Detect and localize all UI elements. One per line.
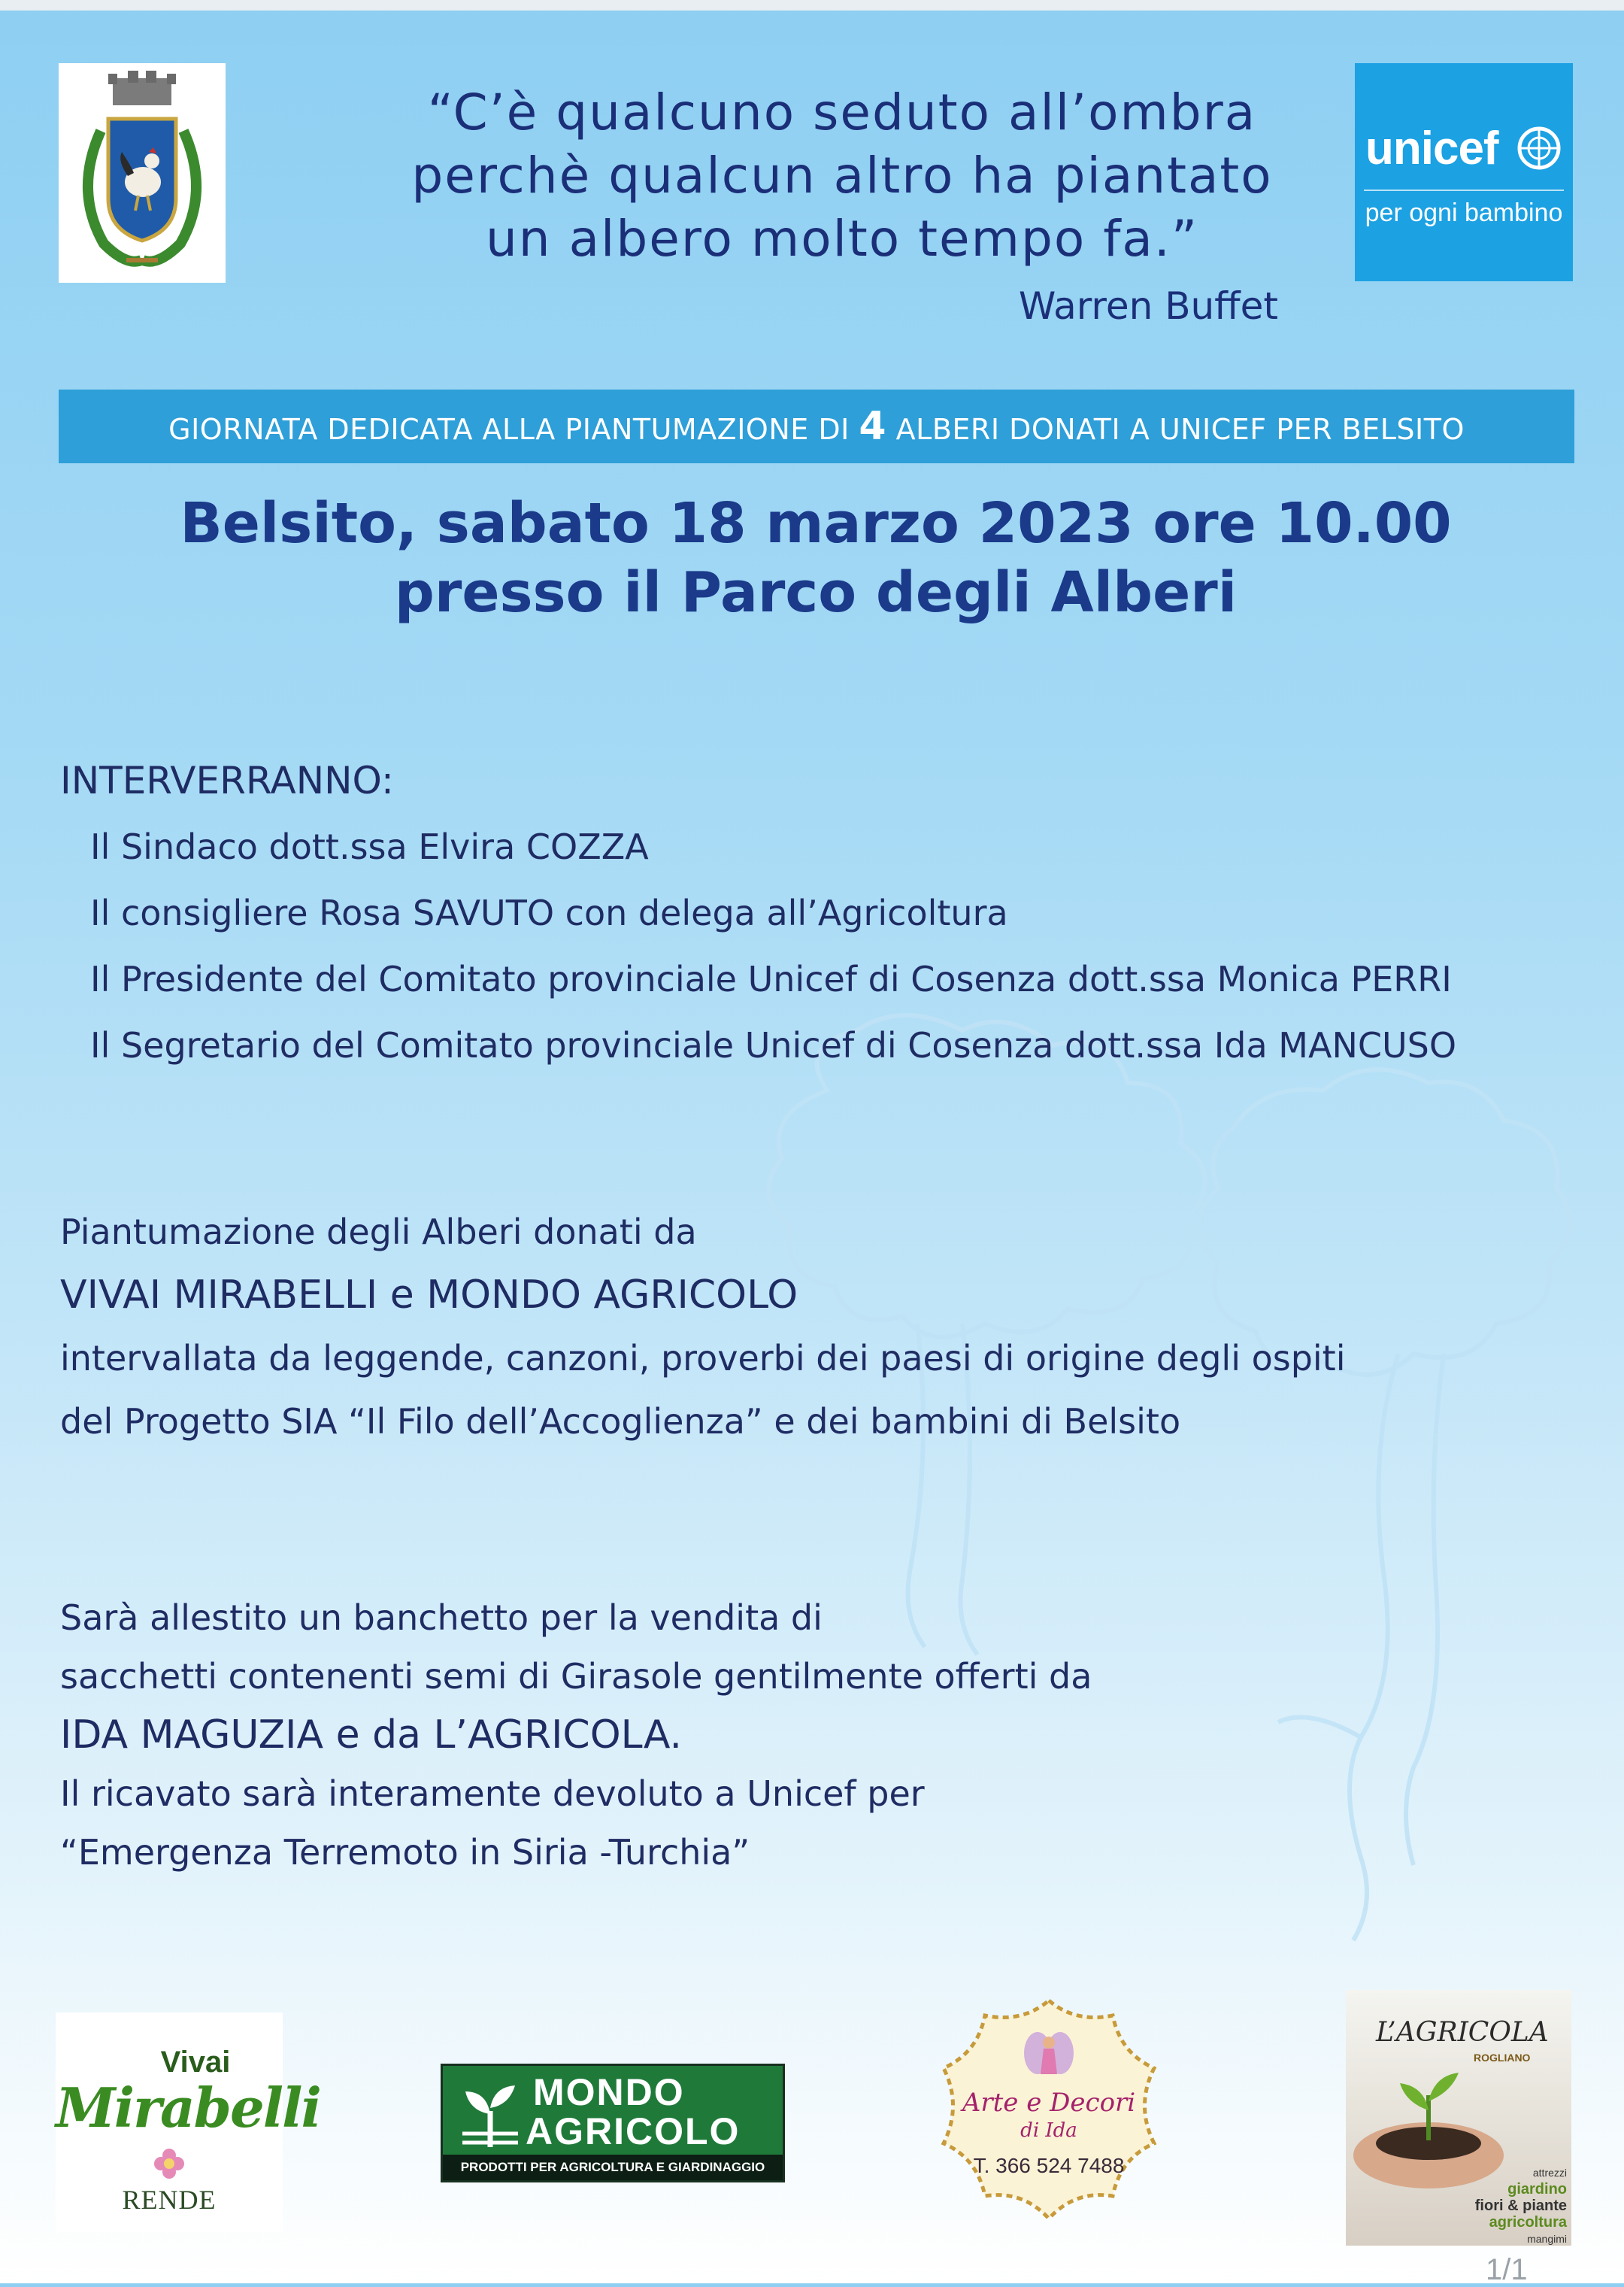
unicef-wordmark: unicef [1365,123,1498,174]
mondo-agricolo-logo [441,2064,785,2182]
agricola-subtitle: ROGLIANO [1474,2052,1531,2064]
banner-number: 4 [859,404,887,449]
event-location: presso il Parco degli Alberi [394,560,1238,625]
unicef-globe-icon [1513,122,1565,174]
agricola-services [1383,2164,1567,2246]
sale-line-5: “Emergenza Terremoto in Siria -Turchia” [60,1832,750,1873]
planting-intro: Piantumazione degli Alberi donati da [60,1212,697,1252]
planting-donors: VIVAI MIRABELLI e MONDO AGRICOLO [60,1272,798,1318]
unicef-divider [1364,190,1564,191]
agricola-service: mangimi [1527,2233,1567,2245]
vivai-mirabelli-logo [56,2012,320,2232]
mondo-line-2: AGRICOLO [526,2110,741,2152]
sale-sellers: IDA MAGUZIA e da L’AGRICOLA. [60,1712,683,1758]
sale-line-4: Il ricavato sarà interamente devoluto a Unicef per [60,1773,925,1814]
agricola-title: L’AGRICOLA [1376,2017,1549,2048]
quote-line-2: perchè qualcun altro ha piantato [411,147,1273,205]
coat-of-arms-logo [59,63,226,283]
sale-section [60,1588,1489,1882]
mirabelli-city: RENDE [122,2185,217,2215]
banner-text-start: GIORNATA DEDICATA ALLA PIANTUMAZIONE DI [168,413,859,446]
agricola-service: attrezzi [1532,2167,1567,2179]
speaker-item: Il Sindaco dott.ssa Elvira COZZA [90,827,649,867]
mirabelli-name: Mirabelli [56,2076,320,2140]
top-edge [0,0,1624,11]
agricola-service: fiori & piante [1474,2198,1567,2214]
planting-section [60,1200,1489,1453]
speaker-item: Il Presidente del Comitato provinciale Unicef di Cosenza dott.ssa Monica PERRI [90,959,1452,999]
mondo-line-1: MONDO [533,2071,685,2113]
agricola-service: agricoltura [1489,2214,1567,2231]
event-info [75,489,1556,627]
planting-details-1: intervallata da leggende, canzoni, proverbi dei paesi di origine degli ospiti [60,1338,1346,1379]
unicef-logo [1355,63,1573,281]
flower-icon [150,2145,188,2182]
page-indicator: 1/1 [1486,2253,1528,2286]
sale-line-1: Sarà allestito un banchetto per la vendita di [60,1597,823,1638]
arte-e-decori-logo [932,1993,1165,2226]
arte-subtitle: di Ida [1020,2119,1077,2142]
planting-details-2: del Progetto SIA “Il Filo dell’Accoglienza” e dei bambini di Belsito [60,1401,1181,1442]
agricola-service: giardino [1507,2181,1567,2198]
quote-author: Warren Buffet [1018,284,1278,328]
quote-line-1: “C’è qualcuno seduto all’ombra [427,83,1257,141]
speakers-list [90,814,1456,1078]
quote-line-3: un albero molto tempo fa.” [485,210,1199,268]
speaker-item: Il Segretario del Comitato provinciale Unicef di Cosenza dott.ssa Ida MANCUSO [90,1025,1457,1066]
speaker-item: Il consigliere Rosa SAVUTO con delega all’Agricoltura [90,893,1008,933]
event-date: Belsito, sabato 18 marzo 2023 ore 10.00 [180,491,1452,556]
sale-line-2: sacchetti contenenti semi di Girasole gentilmente offerti da [60,1656,1092,1697]
plant-icon [456,2081,524,2149]
mirabelli-vivai-text: Vivai [160,2046,231,2079]
agricola-logo [1346,1990,1571,2246]
arte-phone: T. 366 524 7488 [973,2154,1125,2177]
banner-text-end: ALBERI DONATI A UNICEF PER BELSITO [886,413,1465,446]
arte-title: Arte e Decori [962,2088,1136,2118]
fairy-icon [1024,2032,1074,2074]
event-banner [59,390,1574,463]
unicef-tagline: per ogni bambino [1365,199,1563,227]
speakers-title: INTERVERRANNO: [60,759,394,802]
mondo-tagline: PRODOTTI PER AGRICOLTURA E GIARDINAGGIO [443,2155,783,2180]
quote [256,81,1429,271]
